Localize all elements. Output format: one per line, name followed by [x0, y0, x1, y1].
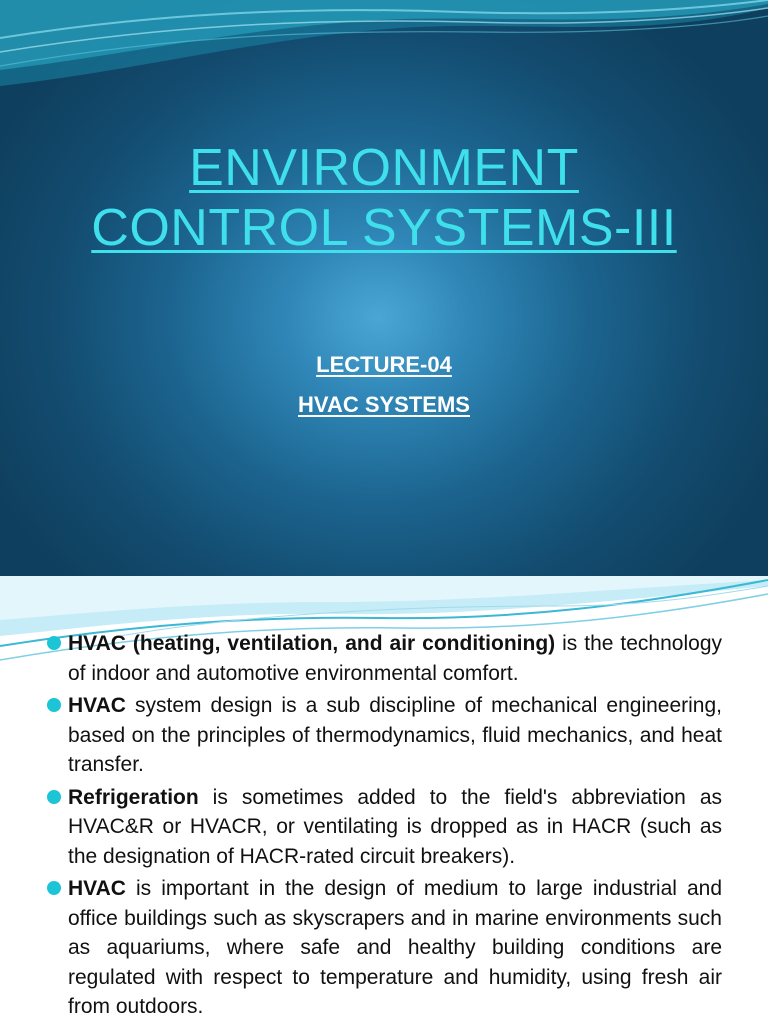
bullet-bold-term: HVAC (heating, ventilation, and air conditioning) [68, 632, 556, 655]
title-line-2: CONTROL SYSTEMS-III [91, 199, 677, 257]
bullet-bold-term: HVAC [68, 877, 126, 900]
page-title [0, 138, 768, 258]
bullet-list [0, 629, 768, 1024]
content-slide [0, 576, 768, 1024]
lecture-number: LECTURE-04 [316, 352, 452, 377]
bullet-bold-term: HVAC [68, 694, 126, 717]
bullet-text: is sometimes added to the field's abbreviation as HVAC&R or HVACR, or ventilating is dropped as in HACR (such as the designation of HACR-rated circuit breakers). [68, 785, 722, 868]
lecture-topic: HVAC SYSTEMS [298, 392, 470, 417]
bullet-dot-icon [47, 698, 61, 712]
title-line-1: ENVIRONMENT [189, 139, 579, 197]
bullet-dot-icon [47, 881, 61, 895]
list-item [0, 874, 768, 1022]
list-item [0, 629, 768, 688]
list-item [0, 783, 768, 872]
bullet-dot-icon [47, 790, 61, 804]
list-item [0, 691, 768, 780]
bullet-text: system design is a sub discipline of mechanical engineering, based on the principles of thermodynamics, fluid mechanics, and heat transfer. [68, 694, 722, 776]
wave-decoration-top [0, 0, 768, 100]
bullet-bold-term: Refrigeration [68, 785, 199, 809]
bullet-text: is the technology of indoor and automotive environmental comfort. [68, 632, 722, 685]
bullet-dot-icon [47, 636, 61, 650]
bullet-text: is important in the design of medium to large industrial and office buildings such as skyscrapers and in marine environments such as aquariums, where safe and healthy building conditions are regulated with respect to temperature and humidity, using fresh air from outdoors. [68, 877, 722, 1018]
